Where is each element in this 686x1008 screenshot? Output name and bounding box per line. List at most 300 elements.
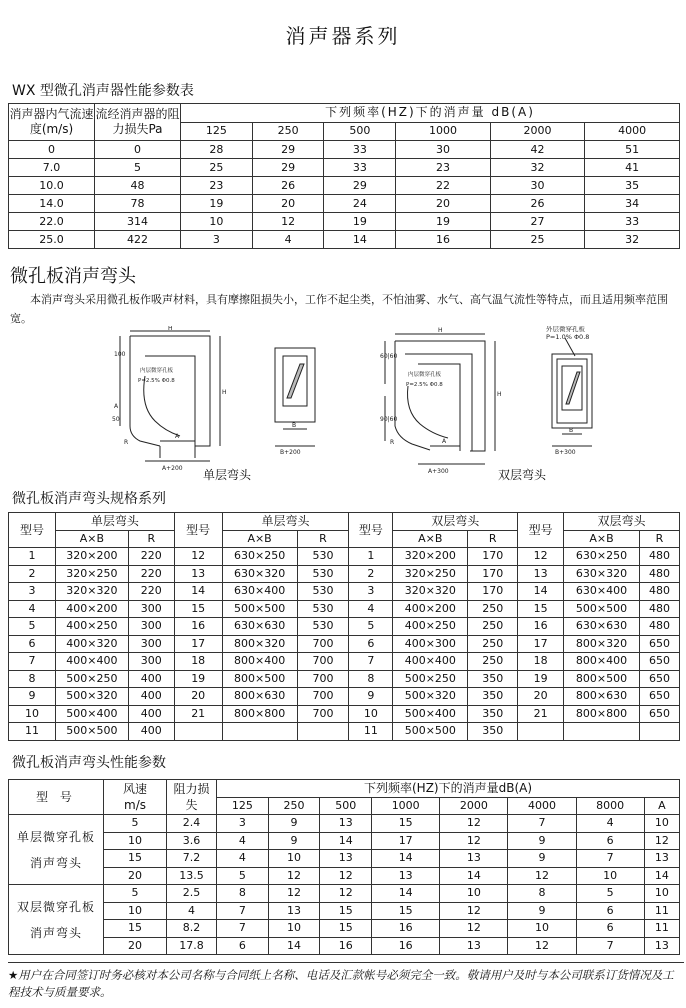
table-cell: 29	[252, 141, 324, 159]
table-cell: 530	[297, 565, 349, 583]
table-cell: 14	[268, 937, 320, 955]
table-cell: 530	[297, 600, 349, 618]
table-cell: 18	[174, 653, 222, 671]
footer-divider	[8, 962, 684, 963]
dim-H-top2: H	[438, 327, 443, 334]
dim-H-top: H	[168, 326, 173, 332]
table-cell: 9	[508, 832, 576, 850]
elbow-performance-table	[8, 779, 680, 955]
table-cell: 6	[217, 937, 269, 955]
table-cell: 23	[181, 177, 253, 195]
table-cell: 15	[372, 902, 440, 920]
table-cell: 16	[518, 618, 564, 636]
table-cell: 800×800	[222, 705, 297, 723]
freq-500: 500	[324, 122, 396, 141]
table-row	[9, 548, 680, 566]
table-row	[9, 902, 680, 920]
table-cell: 10	[644, 815, 679, 833]
table-cell: 33	[585, 213, 680, 231]
table-cell: 9	[508, 902, 576, 920]
col-airspeed-header: 消声器内气流速度(m/s)	[9, 104, 95, 141]
table-row	[9, 618, 680, 636]
h-model-1: 型号	[9, 513, 56, 548]
table-row	[9, 867, 680, 885]
table-cell	[222, 723, 297, 741]
table-cell: 13	[268, 902, 320, 920]
table-cell: 12	[508, 937, 576, 955]
table-cell: 350	[468, 723, 518, 741]
table-cell: 12	[440, 920, 508, 938]
table-cell: 4	[349, 600, 393, 618]
table-cell	[639, 723, 679, 741]
table-row	[9, 705, 680, 723]
table-cell: 34	[585, 195, 680, 213]
table-cell: 800×320	[222, 635, 297, 653]
inner-plate-spec2: P=2.5% Φ0.8	[406, 382, 443, 388]
table-cell: 17.8	[167, 937, 217, 955]
dim-A300: A+300	[428, 468, 449, 475]
description-paragraph: 本消声弯头采用微孔板作吸声材料，具有摩擦阻损失小，工作不起尘类，不怕油雾、水气、高气温气流性等特点，而且适用频率范围宽。	[10, 293, 668, 325]
table-cell: 422	[95, 231, 181, 249]
dim-R2: R	[390, 439, 395, 446]
table-cell: 0	[9, 141, 95, 159]
table-row	[9, 850, 680, 868]
table-cell: 7	[508, 815, 576, 833]
group-label: 单层微穿孔板消声弯头	[9, 815, 104, 885]
freq-250: 250	[268, 797, 320, 815]
table-cell: 800×320	[564, 635, 640, 653]
h-model-4: 型号	[518, 513, 564, 548]
table-cell: 2	[349, 565, 393, 583]
table-cell: 480	[639, 583, 679, 601]
table-cell: 33	[324, 141, 396, 159]
table-cell: 10	[508, 920, 576, 938]
table-row	[9, 920, 680, 938]
table-cell: 170	[468, 548, 518, 566]
table-cell: 21	[518, 705, 564, 723]
table-cell: 30	[396, 141, 491, 159]
h4-freq-header: 下列频率(HZ)下的消声量dB(A)	[217, 780, 680, 798]
table-cell: 13.5	[167, 867, 217, 885]
table-cell: 26	[252, 177, 324, 195]
table-cell: 8	[217, 885, 269, 903]
table-cell: 800×400	[222, 653, 297, 671]
table-cell: 14	[174, 583, 222, 601]
table-cell: 14	[372, 850, 440, 868]
table-cell: 630×320	[564, 565, 640, 583]
table-cell: 4	[167, 902, 217, 920]
h-model-2: 型号	[174, 513, 222, 548]
table-cell: 530	[297, 548, 349, 566]
table-cell: 630×630	[564, 618, 640, 636]
table-cell: 5	[349, 618, 393, 636]
table-cell: 800×800	[564, 705, 640, 723]
table-cell: 400	[128, 705, 174, 723]
table-cell: 9	[349, 688, 393, 706]
table-cell: 21	[174, 705, 222, 723]
elbow-spec-table	[8, 512, 680, 741]
table-cell: 35	[585, 177, 680, 195]
dim-B200: B+200	[280, 449, 301, 456]
table-cell: 700	[297, 688, 349, 706]
table-cell: 8.2	[167, 920, 217, 938]
table-row	[9, 653, 680, 671]
table-cell: 8	[349, 670, 393, 688]
table-cell: 220	[128, 583, 174, 601]
table-row	[9, 815, 680, 833]
table-cell: 170	[468, 565, 518, 583]
table-cell: 400×250	[393, 618, 468, 636]
table-cell: 400	[128, 670, 174, 688]
table-cell: 400×320	[55, 635, 128, 653]
freq-1000: 1000	[372, 797, 440, 815]
table-cell: 10	[349, 705, 393, 723]
table-cell: 400	[128, 688, 174, 706]
table-cell: 25.0	[9, 231, 95, 249]
table-cell: 12	[440, 832, 508, 850]
table-cell: 25	[181, 159, 253, 177]
table-cell: 41	[585, 159, 680, 177]
freq-4000: 4000	[508, 797, 576, 815]
table-cell: 630×400	[564, 583, 640, 601]
table-cell: 630×250	[222, 548, 297, 566]
table-cell: 5	[576, 885, 644, 903]
table-cell: 650	[639, 705, 679, 723]
table-cell: 350	[468, 670, 518, 688]
table-cell: 12	[268, 885, 320, 903]
h-single-2: 单层弯头	[222, 513, 349, 531]
freq-2000: 2000	[440, 797, 508, 815]
table-cell: 650	[639, 653, 679, 671]
table-cell: 800×500	[222, 670, 297, 688]
table-cell: 12	[644, 832, 679, 850]
table-cell: 7.0	[9, 159, 95, 177]
table-cell: 500×320	[393, 688, 468, 706]
table-cell: 13	[440, 850, 508, 868]
table-cell: 16	[174, 618, 222, 636]
outer-plate-spec: P=1.0% Φ0.8	[546, 333, 590, 341]
h-r-2: R	[297, 530, 349, 548]
h-double-1: 双层弯头	[393, 513, 518, 531]
table-cell: 13	[372, 867, 440, 885]
table-cell: 10	[181, 213, 253, 231]
h-axb-3: A×B	[393, 530, 468, 548]
table-cell: 16	[372, 937, 440, 955]
table-cell: 2.5	[167, 885, 217, 903]
h-axb-2: A×B	[222, 530, 297, 548]
table-cell: 6	[349, 635, 393, 653]
table-cell: 20	[104, 867, 167, 885]
table-row	[9, 885, 680, 903]
table-cell: 11	[644, 920, 679, 938]
table-cell: 5	[95, 159, 181, 177]
table-cell: 12	[320, 885, 372, 903]
table-cell: 16	[396, 231, 491, 249]
table-cell: 10	[644, 885, 679, 903]
table-cell: 480	[639, 548, 679, 566]
h-model-3: 型号	[349, 513, 393, 548]
table-cell: 1	[9, 548, 56, 566]
table-cell: 12	[518, 548, 564, 566]
freq-250: 250	[252, 122, 324, 141]
table-cell	[297, 723, 349, 741]
table-row	[9, 937, 680, 955]
table-cell: 0	[95, 141, 181, 159]
table-cell: 8	[9, 670, 56, 688]
table-cell: 20	[104, 937, 167, 955]
table-cell: 400×250	[55, 618, 128, 636]
table-row	[9, 213, 680, 231]
table-cell: 12	[174, 548, 222, 566]
table-cell: 14	[644, 867, 679, 885]
inner-plate-label2: 内层微穿孔板	[408, 372, 442, 378]
table-cell: 3.6	[167, 832, 217, 850]
table-cell: 20	[252, 195, 324, 213]
table-cell: 4	[217, 850, 269, 868]
table-cell: 29	[324, 177, 396, 195]
table-cell: 6	[576, 902, 644, 920]
table-cell: 10.0	[9, 177, 95, 195]
table-cell	[518, 723, 564, 741]
table-cell: 10	[268, 920, 320, 938]
dim-A200: A+200	[162, 465, 183, 472]
table-cell: 530	[297, 583, 349, 601]
table-cell: 26	[490, 195, 585, 213]
outer-plate-label: 外层微穿孔板	[546, 326, 585, 333]
table-cell: 320×250	[55, 565, 128, 583]
col-resistance-header: 流经消声器的阻力损失Pa	[95, 104, 181, 141]
table-cell: 480	[639, 618, 679, 636]
double-elbow-caption: 双层弯头	[498, 468, 547, 482]
table-cell: 3	[349, 583, 393, 601]
h-r-1: R	[128, 530, 174, 548]
table-cell: 2.4	[167, 815, 217, 833]
table-cell: 14	[320, 832, 372, 850]
table-cell: 320×320	[393, 583, 468, 601]
freq-2000: 2000	[490, 122, 585, 141]
table-cell: 14	[324, 231, 396, 249]
table-cell: 20	[174, 688, 222, 706]
table-row	[9, 635, 680, 653]
table-cell: 10	[268, 850, 320, 868]
table-cell: 650	[639, 688, 679, 706]
table-cell: 12	[440, 815, 508, 833]
table-cell: 400×200	[393, 600, 468, 618]
table-cell: 14	[518, 583, 564, 601]
table-cell: 48	[95, 177, 181, 195]
table-cell: 13	[320, 850, 372, 868]
table-cell: 400×400	[393, 653, 468, 671]
table-cell: 14.0	[9, 195, 95, 213]
table-cell: 13	[320, 815, 372, 833]
table-cell: 13	[440, 937, 508, 955]
table-cell: 13	[174, 565, 222, 583]
inner-plate-label: 内层微穿孔板	[140, 368, 174, 374]
table-cell: 17	[174, 635, 222, 653]
table-row	[9, 565, 680, 583]
table-cell: 3	[217, 815, 269, 833]
table-cell: 300	[128, 600, 174, 618]
h-r-4: R	[639, 530, 679, 548]
section1-title: WX 型微孔消声器性能参数表	[12, 83, 194, 99]
table-cell: 29	[252, 159, 324, 177]
table-cell: 32	[490, 159, 585, 177]
group-label: 双层微穿孔板消声弯头	[9, 885, 104, 955]
dim-H-side2: H	[497, 391, 502, 398]
table-cell: 5	[9, 618, 56, 636]
table-cell: 500×500	[55, 723, 128, 741]
table-cell: 10	[440, 885, 508, 903]
freq-500: 500	[320, 797, 372, 815]
table-cell: 51	[585, 141, 680, 159]
page-title: 消声器系列	[285, 24, 401, 48]
table-cell: 250	[468, 618, 518, 636]
h4-loss: 阻力损失	[167, 780, 217, 815]
table-cell: 800×400	[564, 653, 640, 671]
table-cell: 19	[518, 670, 564, 688]
table-cell: 500×250	[55, 670, 128, 688]
table-cell: 28	[181, 141, 253, 159]
dim-100: 100	[114, 351, 126, 358]
dim-A: A	[175, 433, 180, 440]
table-cell: 700	[297, 653, 349, 671]
table-cell: 9	[268, 832, 320, 850]
table-cell: 320×250	[393, 565, 468, 583]
table-cell: 300	[128, 653, 174, 671]
table-cell: 9	[268, 815, 320, 833]
table-cell: 13	[644, 937, 679, 955]
section3-title: 微孔板消声弯头规格系列	[12, 491, 166, 507]
table-cell: 7	[217, 902, 269, 920]
table-cell: 650	[639, 670, 679, 688]
table-cell: 15	[104, 920, 167, 938]
table-cell: 300	[128, 618, 174, 636]
table-cell: 17	[518, 635, 564, 653]
table-cell: 2	[9, 565, 56, 583]
h4-model: 型 号	[9, 780, 104, 815]
table-row	[9, 177, 680, 195]
table-cell: 27	[490, 213, 585, 231]
table-cell: 5	[217, 867, 269, 885]
table-cell: 320×320	[55, 583, 128, 601]
table-cell: 78	[95, 195, 181, 213]
table-cell: 11	[349, 723, 393, 741]
h-axb-1: A×B	[55, 530, 128, 548]
table-cell: 12	[320, 867, 372, 885]
table-cell: 350	[468, 705, 518, 723]
table-cell: 630×400	[222, 583, 297, 601]
table-cell: 12	[268, 867, 320, 885]
dim-H-side: H	[222, 389, 227, 396]
table-cell: 17	[372, 832, 440, 850]
table-cell: 250	[468, 600, 518, 618]
dim-B: B	[292, 422, 297, 429]
table-cell: 15	[320, 920, 372, 938]
freq-125: 125	[217, 797, 269, 815]
table-cell: 5	[104, 885, 167, 903]
table-cell: 400×400	[55, 653, 128, 671]
table-cell: 4	[576, 815, 644, 833]
table-row	[9, 723, 680, 741]
h4-speed: 风速m/s	[104, 780, 167, 815]
freq-A: A	[644, 797, 679, 815]
table-cell: 20	[396, 195, 491, 213]
table-cell: 400	[128, 723, 174, 741]
section4-title: 微孔板消声弯头性能参数	[12, 755, 166, 771]
table-cell: 30	[490, 177, 585, 195]
table-cell: 25	[490, 231, 585, 249]
table-cell: 480	[639, 600, 679, 618]
table-cell: 800×630	[222, 688, 297, 706]
dim-A2: A	[442, 438, 447, 445]
table-cell: 7	[349, 653, 393, 671]
table-cell: 500×320	[55, 688, 128, 706]
table-cell: 12	[440, 902, 508, 920]
table-cell	[564, 723, 640, 741]
table-cell: 630×320	[222, 565, 297, 583]
table-cell: 300	[128, 635, 174, 653]
table-cell: 7.2	[167, 850, 217, 868]
table-cell: 350	[468, 688, 518, 706]
table-cell: 8	[508, 885, 576, 903]
table-cell	[174, 723, 222, 741]
table-cell: 12	[252, 213, 324, 231]
table-row	[9, 195, 680, 213]
table-cell: 480	[639, 565, 679, 583]
table-cell: 6	[9, 635, 56, 653]
table-cell: 10	[104, 902, 167, 920]
table-cell: 7	[576, 937, 644, 955]
table-cell: 220	[128, 548, 174, 566]
table-row	[9, 670, 680, 688]
table-cell: 19	[396, 213, 491, 231]
table-cell: 22	[396, 177, 491, 195]
table-cell: 500×400	[393, 705, 468, 723]
table-cell: 700	[297, 635, 349, 653]
table-cell: 11	[9, 723, 56, 741]
table-cell: 11	[644, 902, 679, 920]
table-cell: 500×250	[393, 670, 468, 688]
table-cell: 314	[95, 213, 181, 231]
table-cell: 320×200	[393, 548, 468, 566]
h-double-2: 双层弯头	[564, 513, 680, 531]
table-row	[9, 159, 680, 177]
table-row	[9, 688, 680, 706]
table-cell: 6	[576, 832, 644, 850]
table-cell: 24	[324, 195, 396, 213]
table-cell: 32	[585, 231, 680, 249]
table-row	[9, 600, 680, 618]
table-cell: 15	[518, 600, 564, 618]
table-row	[9, 583, 680, 601]
single-elbow-caption: 单层弯头	[203, 468, 252, 482]
dim-50: 50	[112, 416, 120, 423]
freq-8000: 8000	[576, 797, 644, 815]
table-cell: 9	[508, 850, 576, 868]
table-cell: 22.0	[9, 213, 95, 231]
dim-B300: B+300	[555, 449, 576, 456]
table-cell: 170	[468, 583, 518, 601]
table-cell: 33	[324, 159, 396, 177]
table-cell: 500×400	[55, 705, 128, 723]
table-cell: 14	[372, 885, 440, 903]
table-cell: 5	[104, 815, 167, 833]
table-cell: 42	[490, 141, 585, 159]
table-cell: 20	[518, 688, 564, 706]
table-cell: 4	[217, 832, 269, 850]
table-cell: 15	[104, 850, 167, 868]
table-cell: 1	[349, 548, 393, 566]
